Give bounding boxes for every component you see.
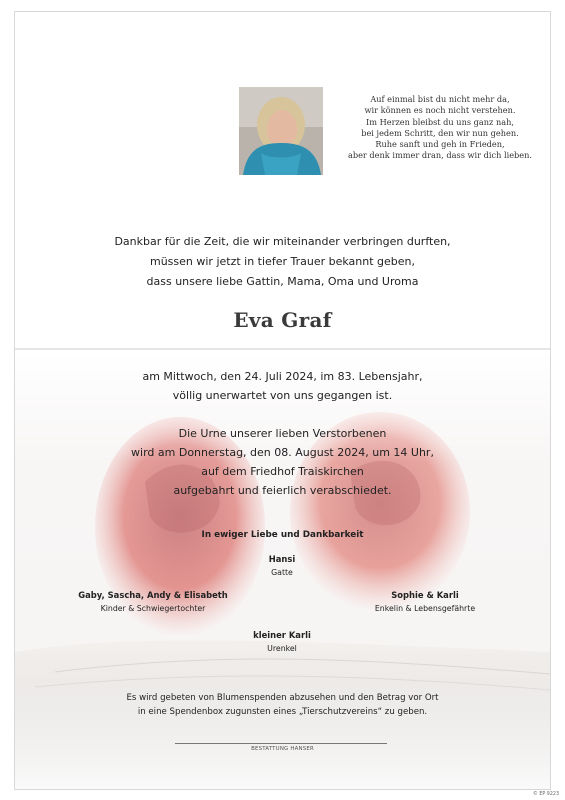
mourner-role: Gatte bbox=[271, 568, 293, 577]
signature-line bbox=[175, 743, 387, 744]
death-date-text bbox=[15, 367, 550, 405]
intro-line: dass unsere liebe Gattin, Mama, Oma und Uroma bbox=[146, 275, 419, 288]
donation-note bbox=[15, 691, 550, 719]
intro-text bbox=[15, 232, 550, 292]
undertaker-name: BESTATTUNG HANSER bbox=[251, 746, 314, 752]
funeral-line: Die Urne unserer lieben Verstorbenen bbox=[178, 427, 387, 440]
funeral-text bbox=[15, 424, 550, 500]
mourner-role: Enkelin & Lebensgefährte bbox=[374, 604, 476, 613]
mourner-children bbox=[73, 588, 233, 616]
mourner-role: Kinder & Schwiegertochter bbox=[100, 604, 206, 613]
date-line: völlig unerwartet von uns gegangen ist. bbox=[172, 389, 393, 402]
poem-line: Im Herzen bleibst du uns ganz nah, bbox=[365, 116, 514, 127]
portrait-photo bbox=[239, 87, 323, 175]
poem bbox=[345, 94, 535, 162]
obituary-card bbox=[14, 11, 551, 790]
poem-line: bei jedem Schritt, den wir nun gehen. bbox=[361, 127, 519, 138]
poem-line: wir können es noch nicht verstehen. bbox=[364, 105, 516, 116]
intro-line: müssen wir jetzt in tiefer Trauer bekannt geben, bbox=[149, 255, 415, 268]
poem-line: Auf einmal bist du nicht mehr da, bbox=[370, 94, 510, 104]
fold-line bbox=[15, 348, 550, 350]
mourner-role: Urenkel bbox=[267, 644, 297, 653]
intro-line: Dankbar für die Zeit, die wir miteinander verbringen durften, bbox=[114, 235, 451, 248]
mourner-name: kleiner Karli bbox=[253, 630, 311, 640]
poem-line: aber denk immer dran, dass wir dich lieben. bbox=[347, 150, 533, 161]
funeral-line: auf dem Friedhof Traiskirchen bbox=[201, 465, 364, 478]
funeral-line: wird am Donnerstag, den 08. August 2024, um 14 Uhr, bbox=[131, 446, 434, 459]
mourner-name: Sophie & Karli bbox=[391, 590, 459, 600]
mourner-name: Hansi bbox=[268, 554, 296, 564]
love-heading: In ewiger Liebe und Dankbarkeit bbox=[201, 530, 364, 540]
donation-line: in eine Spendenbox zugunsten eines „Tierschutzvereins“ zu geben. bbox=[137, 707, 428, 717]
print-code: © EP 9223 bbox=[533, 792, 559, 797]
donation-line: Es wird gebeten von Blumenspenden abzusehen und den Betrag vor Ort bbox=[126, 693, 439, 703]
mourner-name: Gaby, Sascha, Andy & Elisabeth bbox=[78, 590, 228, 600]
mourner-greatgrandson bbox=[232, 628, 332, 656]
mourner-granddaughter bbox=[355, 588, 495, 616]
deceased-name: Eva Graf bbox=[233, 308, 332, 332]
poem-line: Ruhe sanft und geh in Frieden, bbox=[375, 139, 505, 150]
funeral-line: aufgebahrt und feierlich verabschiedet. bbox=[173, 484, 392, 497]
date-line: am Mittwoch, den 24. Juli 2024, im 83. Lebensjahr, bbox=[142, 370, 423, 383]
mourner-husband bbox=[232, 552, 332, 580]
